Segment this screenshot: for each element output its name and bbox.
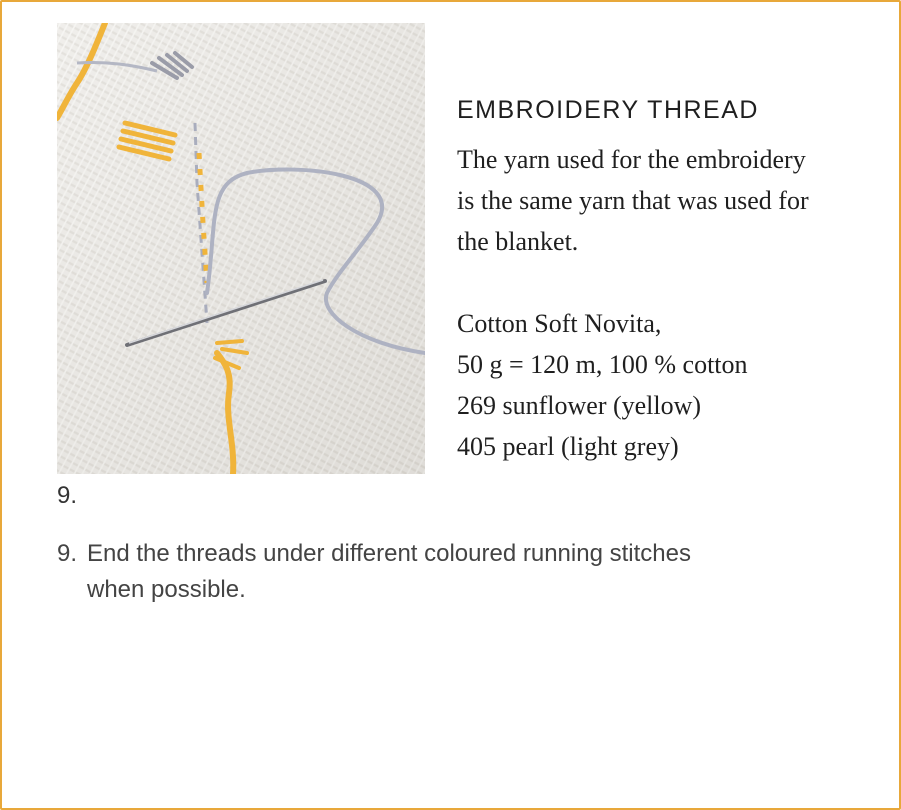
step-text-line-2: when possible. (87, 576, 246, 603)
yarn-color-yellow: 269 sunflower (yellow) (457, 391, 702, 420)
step-item (57, 536, 857, 608)
yarn-name: Cotton Soft Novita, (457, 309, 662, 338)
yarn-spec: 50 g = 120 m, 100 % cotton (457, 350, 748, 379)
photo-caption: 9. (57, 482, 78, 509)
step-number: 9. (57, 540, 78, 567)
embroidery-photo (57, 23, 425, 474)
description-line-1: The yarn used for the embroidery (457, 145, 806, 174)
description-line-3: the blanket. (457, 227, 579, 256)
spacer (457, 262, 877, 303)
description-line-2: is the same yarn that was used for (457, 186, 809, 215)
step-text-line-1: End the threads under different coloured running stitches (87, 540, 691, 567)
section-heading: EMBROIDERY THREAD (457, 96, 759, 124)
embroidery-thread-section (457, 93, 877, 467)
yarn-color-grey: 405 pearl (light grey) (457, 432, 679, 461)
